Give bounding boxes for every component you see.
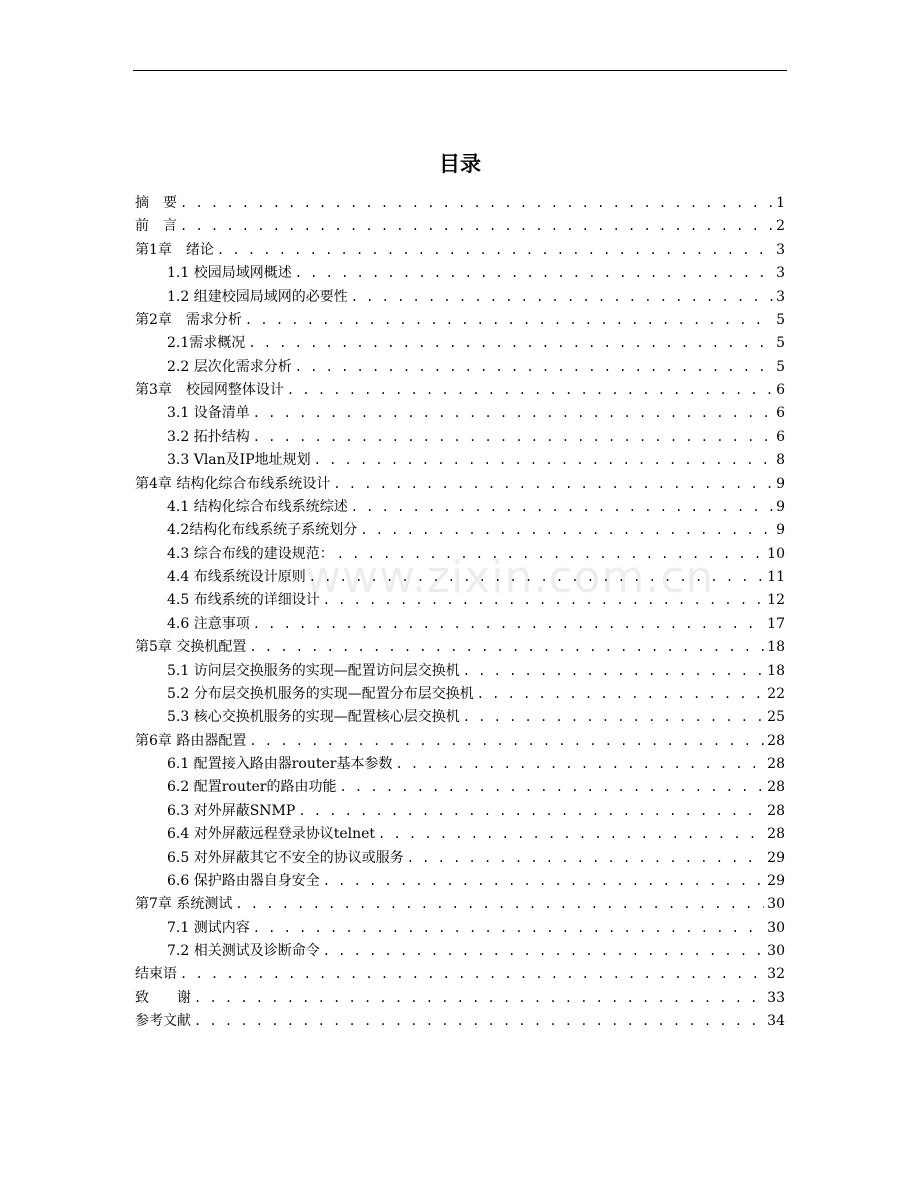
toc-entry-page: 29: [767, 849, 785, 866]
toc-entry[interactable]: [135, 543, 785, 566]
toc-entry[interactable]: [135, 309, 785, 332]
toc-entry[interactable]: [135, 449, 785, 472]
toc-leader-dots: [217, 239, 773, 262]
toc-entry-label: 2.2 层次化需求分析: [167, 358, 292, 375]
toc-entry-page: 22: [767, 685, 785, 702]
toc-leader-dots: [378, 823, 764, 846]
toc-leader-dots: [194, 987, 764, 1010]
toc-leader-dots: [249, 636, 764, 659]
toc-entry-page: 3: [776, 265, 785, 282]
toc-entry[interactable]: [135, 192, 785, 215]
toc-entry[interactable]: [135, 987, 785, 1010]
toc-entry-label: 7.1 测试内容: [167, 919, 250, 936]
toc-entry[interactable]: [135, 847, 785, 870]
toc-entry-label: 4.1 结构化综合布线系统综述: [167, 498, 348, 515]
toc-entry-page: 11: [767, 569, 785, 585]
toc-entry-label: 4.3 综合布线的建设规范：: [167, 545, 334, 562]
toc-entry-label: 致 谢: [135, 989, 191, 1006]
toc-leader-dots: [323, 589, 764, 612]
toc-leader-dots: [253, 402, 773, 425]
toc-entry[interactable]: [135, 496, 785, 519]
toc-leader-dots: [245, 309, 773, 332]
toc-entry-label: 5.1 访问层交换服务的实现—配置访问层交换机: [167, 662, 460, 679]
toc-leader-dots: [295, 356, 773, 379]
toc-leader-dots: [235, 893, 764, 916]
toc-leader-dots: [253, 613, 764, 636]
toc-entry-label: 4.2结构化布线系统子系统划分: [167, 522, 358, 539]
toc-entry-page: 9: [776, 475, 785, 492]
toc-entry-label: 4.4 布线系统设计原则: [167, 569, 306, 585]
toc-entry[interactable]: [135, 917, 785, 940]
toc-entry[interactable]: [135, 589, 785, 612]
toc-entry-page: 30: [767, 896, 785, 913]
toc-entry-label: 摘 要: [135, 195, 177, 211]
toc-entry-label: 2.1需求概况: [167, 335, 246, 352]
toc-entry[interactable]: [135, 706, 785, 729]
toc-leader-dots: [295, 262, 773, 285]
toc-leader-dots: [194, 1010, 764, 1033]
table-of-contents: [135, 192, 785, 1034]
toc-entry[interactable]: [135, 379, 785, 402]
toc-entry-label: 6.1 配置接入路由器router基本参数: [167, 756, 393, 772]
header-rule: [133, 70, 787, 71]
toc-entry[interactable]: [135, 1010, 785, 1033]
toc-leader-dots: [253, 426, 773, 449]
toc-leader-dots: [351, 496, 773, 519]
toc-leader-dots: [351, 286, 773, 309]
toc-entry[interactable]: [135, 870, 785, 893]
toc-entry-page: 3: [776, 241, 785, 258]
toc-entry-label: 7.2 相关测试及诊断命令: [167, 943, 320, 959]
toc-entry-page: 30: [767, 919, 785, 936]
toc-entry-label: 第3章 校园网整体设计: [135, 382, 284, 398]
watermark: www.zixin.com.cn: [305, 552, 715, 603]
toc-leader-dots: [287, 379, 773, 402]
toc-entry-page: 25: [767, 709, 785, 726]
toc-entry-page: 28: [767, 756, 785, 772]
toc-entry[interactable]: [135, 286, 785, 309]
toc-entry-page: 32: [767, 966, 785, 983]
toc-entry-label: 1.1 校园局域网概述: [167, 265, 292, 282]
toc-entry-page: 6: [776, 405, 785, 422]
toc-leader-dots: [395, 753, 764, 776]
page-title: 目录: [439, 152, 481, 176]
toc-leader-dots: [298, 800, 764, 823]
toc-entry-label: 1.2 组建校园局域网的必要性: [167, 288, 348, 305]
toc-leader-dots: [253, 917, 764, 940]
toc-entry[interactable]: [135, 730, 785, 753]
toc-entry[interactable]: [135, 776, 785, 799]
toc-entry-label: 4.5 布线系统的详细设计: [167, 592, 320, 609]
toc-entry-page: 30: [767, 943, 785, 959]
toc-entry[interactable]: [135, 566, 785, 589]
toc-leader-dots: [463, 660, 764, 683]
toc-entry-page: 28: [767, 802, 785, 819]
toc-entry[interactable]: [135, 519, 785, 542]
toc-entry[interactable]: [135, 402, 785, 425]
toc-entry-page: 10: [767, 545, 785, 562]
toc-entry[interactable]: [135, 753, 785, 776]
toc-entry-page: 28: [767, 826, 785, 843]
toc-leader-dots: [249, 730, 764, 753]
toc-entry[interactable]: [135, 800, 785, 823]
toc-entry-label: 第2章 需求分析: [135, 311, 242, 328]
toc-entry-label: 3.3 Vlan及IP地址规划: [167, 452, 311, 469]
toc-entry-label: 参考文献: [135, 1013, 191, 1030]
toc-entry[interactable]: [135, 356, 785, 379]
toc-leader-dots: [309, 566, 764, 589]
toc-entry-page: 28: [767, 779, 785, 796]
toc-entry-page: 34: [767, 1013, 785, 1030]
toc-entry[interactable]: [135, 683, 785, 706]
toc-entry[interactable]: [135, 660, 785, 683]
toc-entry-page: 3: [776, 288, 785, 305]
toc-entry-page: 6: [776, 382, 785, 398]
toc-leader-dots: [337, 543, 764, 566]
toc-leader-dots: [477, 683, 764, 706]
toc-leader-dots: [248, 332, 773, 355]
toc-entry-page: 6: [776, 428, 785, 445]
toc-entry-page: 28: [767, 732, 785, 749]
toc-entry-page: 17: [767, 615, 785, 632]
toc-entry[interactable]: [135, 613, 785, 636]
toc-entry-label: 6.4 对外屏蔽远程登录协议telnet: [167, 826, 376, 843]
toc-entry[interactable]: [135, 963, 785, 986]
toc-entry-page: 9: [776, 522, 785, 539]
toc-entry-label: 5.2 分布层交换机服务的实现—配置分布层交换机: [167, 685, 474, 702]
toc-entry-label: 5.3 核心交换机服务的实现—配置核心层交换机: [167, 709, 460, 726]
toc-leader-dots: [180, 215, 773, 238]
toc-leader-dots: [323, 940, 764, 963]
toc-entry[interactable]: [135, 823, 785, 846]
toc-entry-label: 前 言: [135, 218, 177, 235]
toc-entry-label: 结束语: [135, 966, 177, 983]
toc-entry-label: 第7章 系统测试: [135, 896, 233, 913]
toc-entry[interactable]: [135, 636, 785, 659]
toc-entry-page: 8: [776, 452, 785, 469]
toc-entry[interactable]: [135, 473, 785, 496]
toc-entry-page: 5: [776, 358, 785, 375]
toc-entry-label: 第4章 结构化综合布线系统设计: [135, 475, 331, 492]
toc-entry-page: 33: [767, 989, 785, 1006]
toc-entry-label: 第1章 绪论: [135, 241, 214, 258]
toc-entry-label: 第5章 交换机配置: [135, 639, 247, 656]
toc-entry-label: 第6章 路由器配置: [135, 732, 247, 749]
toc-entry-label: 3.1 设备清单: [167, 405, 250, 422]
toc-entry-page: 18: [767, 662, 785, 679]
toc-leader-dots: [407, 847, 764, 870]
toc-entry-label: 6.6 保护路由器自身安全: [167, 872, 320, 889]
toc-leader-dots: [333, 473, 773, 496]
toc-entry-page: 12: [767, 592, 785, 609]
toc-entry-page: 5: [776, 335, 785, 352]
toc-leader-dots: [180, 963, 764, 986]
toc-entry-label: 4.6 注意事项: [167, 615, 250, 632]
toc-entry-page: 2: [776, 218, 785, 235]
toc-entry-label: 6.2 配置router的路由功能: [167, 779, 337, 796]
toc-entry-page: 1: [776, 195, 785, 211]
toc-entry-label: 3.2 拓扑结构: [167, 428, 250, 445]
toc-entry[interactable]: [135, 940, 785, 963]
toc-entry[interactable]: [135, 262, 785, 285]
toc-leader-dots: [180, 192, 773, 215]
toc-entry-label: 6.5 对外屏蔽其它不安全的协议或服务: [167, 849, 404, 866]
toc-entry-label: 6.3 对外屏蔽SNMP: [167, 802, 296, 819]
toc-entry[interactable]: [135, 426, 785, 449]
toc-leader-dots: [360, 519, 773, 542]
toc-leader-dots: [314, 449, 773, 472]
toc-entry-page: 18: [767, 639, 785, 656]
toc-leader-dots: [323, 870, 764, 893]
toc-entry[interactable]: [135, 893, 785, 916]
toc-leader-dots: [463, 706, 764, 729]
toc-entry-page: 5: [776, 311, 785, 328]
toc-entry[interactable]: [135, 332, 785, 355]
toc-entry-page: 9: [776, 498, 785, 515]
toc-leader-dots: [339, 776, 764, 799]
toc-entry-page: 29: [767, 872, 785, 889]
toc-entry[interactable]: [135, 215, 785, 238]
toc-entry[interactable]: [135, 239, 785, 262]
